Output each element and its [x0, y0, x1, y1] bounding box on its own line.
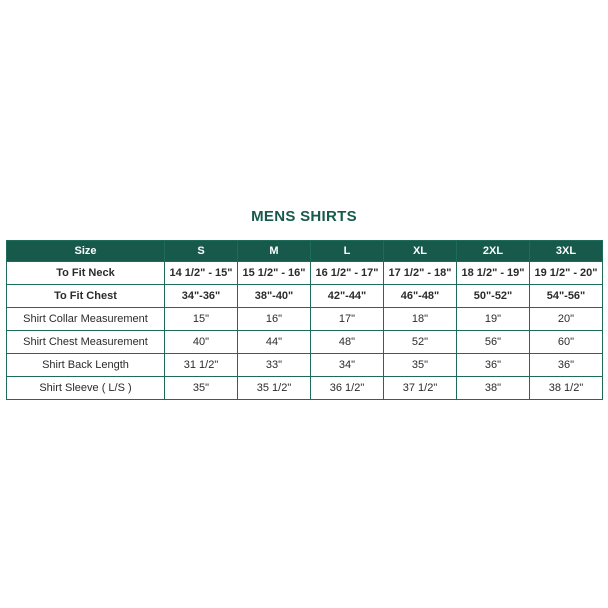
- table-cell: 35 1/2": [238, 377, 311, 400]
- table-cell: 34"-36": [165, 285, 238, 308]
- table-cell: 17": [311, 308, 384, 331]
- table-cell: 37 1/2": [384, 377, 457, 400]
- header-2xl: 2XL: [457, 241, 530, 262]
- table-cell: 19 1/2" - 20": [530, 262, 603, 285]
- table-cell: 20": [530, 308, 603, 331]
- table-cell: 54"-56": [530, 285, 603, 308]
- row-label: Shirt Collar Measurement: [7, 308, 165, 331]
- table-cell: 18 1/2" - 19": [457, 262, 530, 285]
- table-cell: 38"-40": [238, 285, 311, 308]
- row-label: Shirt Chest Measurement: [7, 331, 165, 354]
- table-cell: 14 1/2" - 15": [165, 262, 238, 285]
- header-m: M: [238, 241, 311, 262]
- table-cell: 34": [311, 354, 384, 377]
- table-cell: 50"-52": [457, 285, 530, 308]
- row-label: To Fit Chest: [7, 285, 165, 308]
- table-cell: 19": [457, 308, 530, 331]
- table-cell: 15": [165, 308, 238, 331]
- table-cell: 35": [165, 377, 238, 400]
- table-row: [7, 354, 603, 377]
- table-cell: 16 1/2" - 17": [311, 262, 384, 285]
- table-cell: 42"-44": [311, 285, 384, 308]
- row-label: Shirt Back Length: [7, 354, 165, 377]
- table-row: [7, 308, 603, 331]
- table-cell: 40": [165, 331, 238, 354]
- table-cell: 33": [238, 354, 311, 377]
- header-xl: XL: [384, 241, 457, 262]
- table-cell: 60": [530, 331, 603, 354]
- header-size: Size: [7, 241, 165, 262]
- table-row: [7, 331, 603, 354]
- page-title: MENS SHIRTS: [251, 208, 357, 225]
- table-cell: 56": [457, 331, 530, 354]
- header-s: S: [165, 241, 238, 262]
- table-cell: 18": [384, 308, 457, 331]
- table-cell: 36": [457, 354, 530, 377]
- row-label: Shirt Sleeve ( L/S ): [7, 377, 165, 400]
- header-3xl: 3XL: [530, 241, 603, 262]
- table-header-row: [7, 241, 603, 262]
- table-row: [7, 285, 603, 308]
- table-cell: 36": [530, 354, 603, 377]
- table-cell: 17 1/2" - 18": [384, 262, 457, 285]
- size-chart-table: [6, 240, 603, 400]
- table-cell: 52": [384, 331, 457, 354]
- table-cell: 38 1/2": [530, 377, 603, 400]
- table-cell: 48": [311, 331, 384, 354]
- table-cell: 31 1/2": [165, 354, 238, 377]
- table-cell: 36 1/2": [311, 377, 384, 400]
- table-cell: 38": [457, 377, 530, 400]
- table-cell: 15 1/2" - 16": [238, 262, 311, 285]
- table-row: [7, 377, 603, 400]
- table-cell: 35": [384, 354, 457, 377]
- table-cell: 44": [238, 331, 311, 354]
- row-label: To Fit Neck: [7, 262, 165, 285]
- table-cell: 46"-48": [384, 285, 457, 308]
- table-row: [7, 262, 603, 285]
- table-cell: 16": [238, 308, 311, 331]
- header-l: L: [311, 241, 384, 262]
